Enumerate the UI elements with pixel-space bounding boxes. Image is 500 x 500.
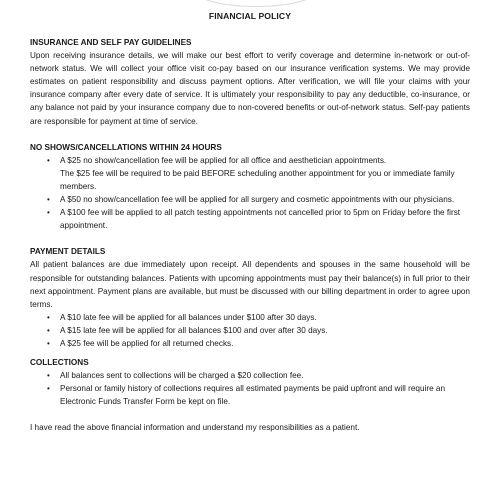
insurance-paragraph: Upon receiving insurance details, we will make our best effort to verify coverage and determine in-network or out-of-network status. We will collect your office visit co-pay based on our insurance verification systems. We may provide estimates on patient responsibility and discuss payment options. After verification, we will file your claims with your insurance company after every date of service. It is ultimately your responsibility to pay any deductible, co-insurance, or any balance not paid by your insurance company due to non-covered benefits or out-of-network status. Self-pay patients are responsible for payment at time of service.: [30, 51, 470, 126]
collections-item-text: All balances sent to collections will be charged a $20 collection fee.: [60, 371, 304, 381]
bullet-icon: •: [47, 155, 50, 165]
list-item: [30, 337, 470, 350]
noshow-item-text: A $100 fee will be applied to all patch testing appointments not cancelled prior to 5pm on Friday before the first appointment.: [60, 208, 461, 231]
page-title: FINANCIAL POLICY: [208, 11, 292, 21]
list-item: [30, 206, 470, 232]
payment-item-text: A $15 late fee will be applied for all balances $100 and over after 30 days.: [60, 325, 328, 335]
bullet-icon: •: [47, 371, 50, 381]
payment-heading: PAYMENT DETAILS: [30, 247, 106, 257]
acknowledgement-text: I have read the above financial information and understand my responsibilities as a patient.: [30, 423, 360, 433]
list-item: [30, 193, 470, 206]
noshow-item-subtext: The $25 fee will be required to be paid BEFORE scheduling another appointment for you or immediate family members.: [60, 168, 455, 191]
list-item: [30, 154, 470, 167]
bullet-icon: •: [47, 312, 50, 322]
insurance-heading: INSURANCE AND SELF PAY GUIDELINES: [30, 38, 192, 47]
bullet-icon: •: [47, 195, 50, 205]
noshow-item-text: A $25 no show/cancellation fee will be applied for all office and aesthetician appointments.: [60, 155, 387, 165]
collections-list: [30, 369, 470, 408]
payment-item-text: A $10 late fee will be applied for all balances under $100 after 30 days.: [60, 312, 317, 322]
bullet-icon: •: [47, 384, 50, 394]
payment-list: [30, 311, 470, 350]
payment-item-text: A $25 fee will be applied for all returned checks.: [60, 338, 234, 348]
payment-paragraph: All patient balances are due immediately upon receipt. All dependents and spouses in the same household will be responsible for outstanding balances. Patients with upcoming appointments must pay their balance(s) in full prior to their next appointment. Payment plans are available, but must be discussed with our billing department in order to agree upon terms.: [30, 260, 470, 309]
collections-item-text: Personal or family history of collections requires all estimated payments be paid upfront and will require an Electronic Funds Transfer Form be kept on file.: [60, 384, 446, 407]
logo-arc: [190, 0, 322, 7]
noshow-heading: NO SHOWS/CANCELLATIONS WITHIN 24 HOURS: [30, 142, 222, 152]
bullet-icon: •: [47, 208, 50, 218]
noshow-list: [30, 154, 470, 233]
list-item: [30, 324, 470, 337]
list-item: [30, 311, 470, 324]
bullet-icon: •: [47, 338, 50, 348]
document-body: [30, 36, 470, 435]
list-item: [30, 382, 470, 408]
collections-heading: COLLECTIONS: [30, 358, 89, 368]
list-item: [30, 167, 470, 193]
noshow-item-text: A $50 no show/cancellation fee will be applied for all surgery and cosmetic appointments with our physicians.: [60, 195, 455, 205]
list-item: [30, 369, 470, 382]
bullet-icon: •: [47, 325, 50, 335]
